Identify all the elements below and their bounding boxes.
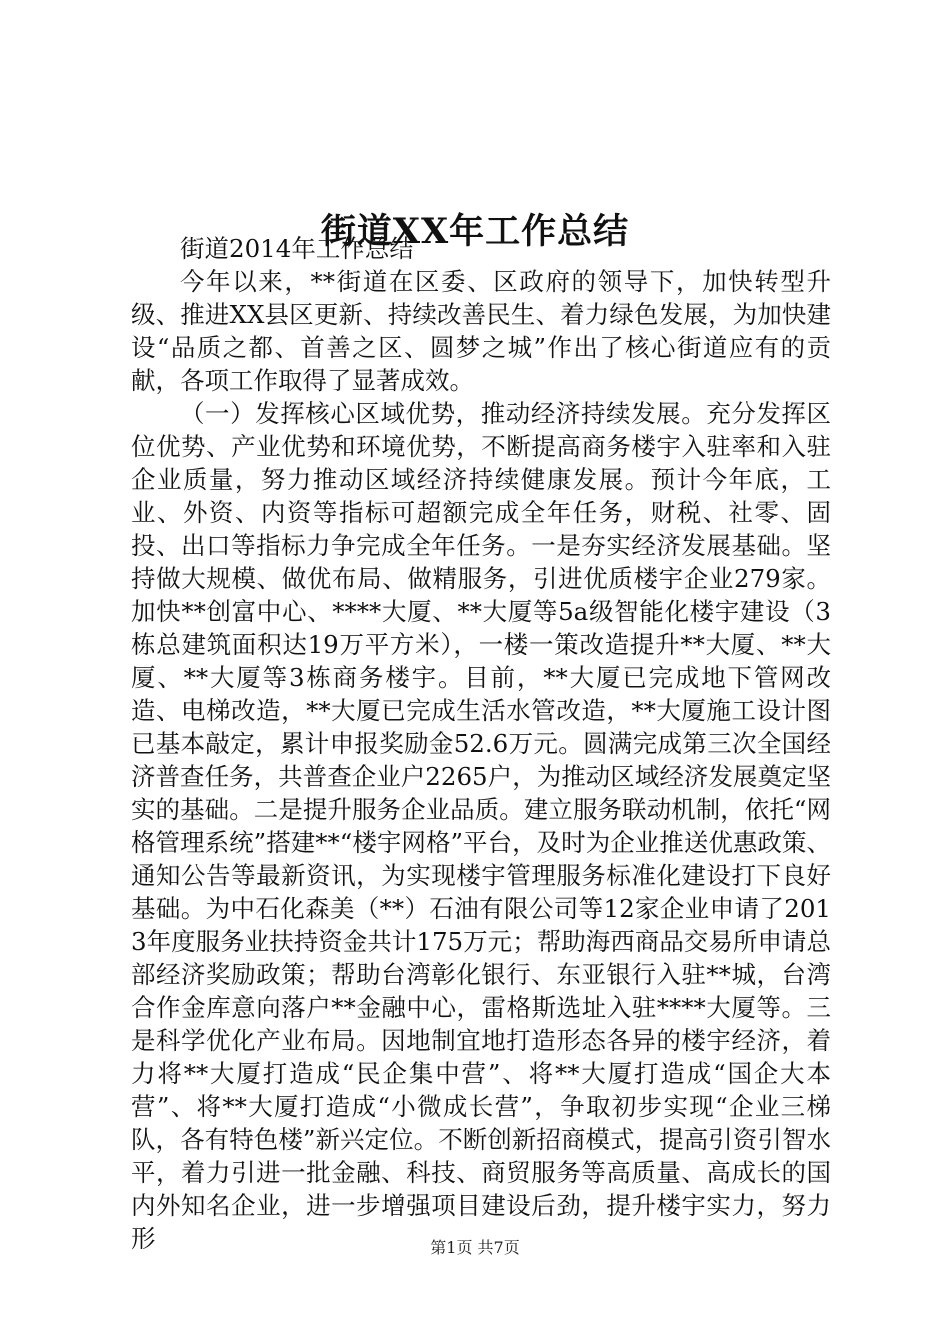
page-footer: 第1页 共7页 <box>430 1238 520 1257</box>
document-body <box>131 232 831 1255</box>
paragraph-subtitle: 街道2014年工作总结 <box>180 234 414 263</box>
paragraph-section-1: （一）发挥核心区域优势，推动经济持续发展。充分发挥区位优势、产业优势和环境优势，不断提高商务楼宇入驻率和入驻企业质量，努力推动区域经济持续健康发展。预计今年底，工业、外资、内资等指标可超额完成全年任务，财税、社零、固投、出口等指标力争完成全年任务。一是夯实经济发展基础。坚持做大规模、做优布局、做精服务，引进优质楼宇企业279家。加快**创富中心、****大厦、**大厦等5a级智能化楼宇建设（3栋总建筑面积达19万平方米），一楼一策改造提升**大厦、**大厦、**大厦等3栋商务楼宇。目前，**大厦已完成地下管网改造、电梯改造，**大厦已完成生活水管改造，**大厦施工设计图已基本敲定，累计申报奖励金52.6万元。圆满完成第三次全国经济普查任务，共普查企业户2265户，为推动区域经济发展奠定坚实的基础。二是提升服务企业品质。建立服务联动机制，依托“网格管理系统”搭建**“楼宇网格”平台，及时为企业推送优惠政策、通知公告等最新资讯，为实现楼宇管理服务标准化建设打下良好基础。为中石化森美（**）石油有限公司等12家企业申请了2013年度服务业扶持资金共计175万元；帮助海西商品交易所申请总部经济奖励政策；帮助台湾彰化银行、东亚银行入驻**城，台湾合作金库意向落户**金融中心，雷格斯选址入驻****大厦等。三是科学优化产业布局。因地制宜地打造形态各异的楼宇经济，着力将**大厦打造成“民企集中营”、将**大厦打造成“国企大本营”、将**大厦打造成“小微成长营”，争取初步实现“企业三梯队，各有特色楼”新兴定位。不断创新招商模式，提高引资引智水平，着力引进一批金融、科技、商贸服务等高质量、高成长的国内外知名企业，进一步增强项目建设后劲，提升楼宇实力，努力形 <box>131 399 831 1253</box>
document-title: 街道XX年工作总结 <box>320 211 630 253</box>
paragraph-intro: 今年以来，**街道在区委、区政府的领导下，加快转型升级、推进XX县区更新、持续改善民生、着力绿色发展，为加快建设“品质之都、首善之区、圆梦之城”作出了核心街道应有的贡献，各项工作取得了显著成效。 <box>131 267 831 395</box>
